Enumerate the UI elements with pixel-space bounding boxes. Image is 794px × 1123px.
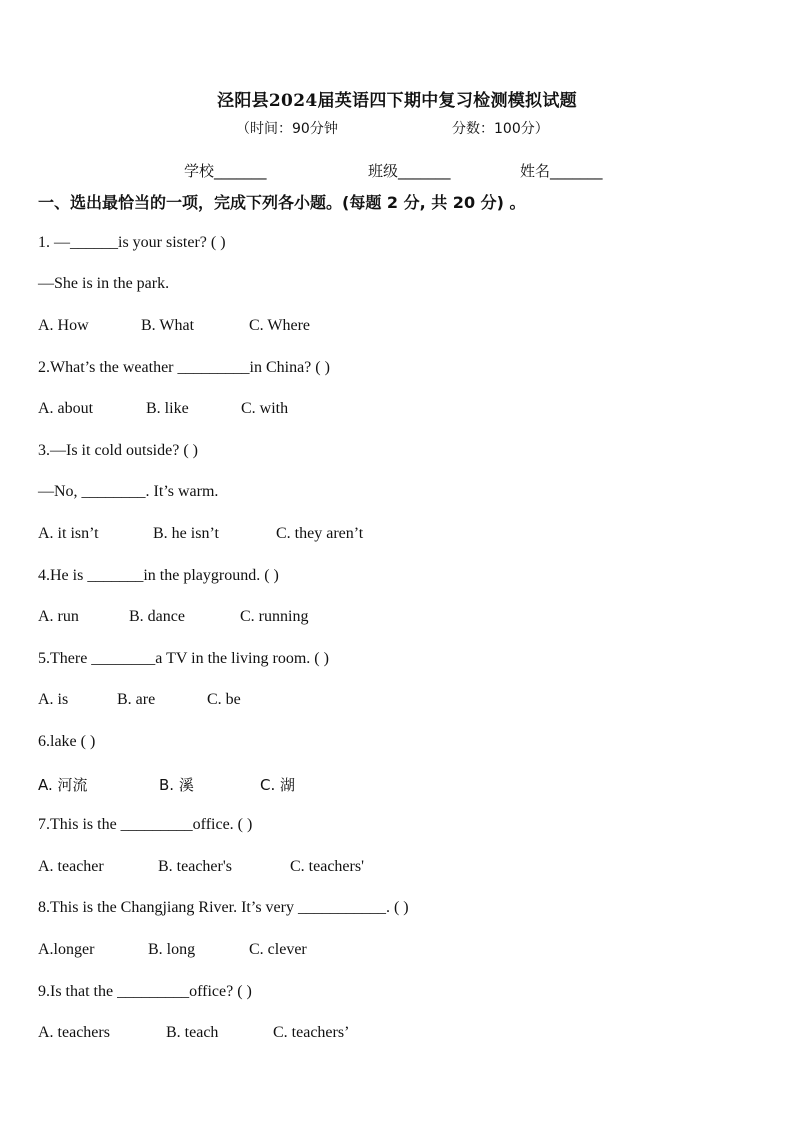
page-title: 泾阳县2024届英语四下期中复习检测模拟试题 [217,91,577,111]
option-b: B. long [148,941,196,958]
option-a: A. run [38,608,79,625]
option-b: B. What [141,317,195,334]
option-c: C. Where [249,317,311,334]
option-c: C. teachers’ [273,1024,350,1041]
question-options [38,525,363,543]
option-b: B. teach [166,1024,219,1041]
option-c: C. 湖 [260,776,296,794]
question-options [38,774,295,795]
question-stem: 1. —______is your sister? ( ) [38,234,226,251]
question-sub: —She is in the park. [38,275,170,292]
question-stem: 2.What’s the weather _________in China? ( ) [38,359,330,376]
option-c: C. with [241,400,289,417]
option-c: C. be [207,691,241,708]
option-a: A.longer [38,941,95,958]
question-options [38,941,307,959]
option-a: A. 河流 [38,776,88,794]
option-a: A. teacher [38,858,104,875]
option-c: C. running [240,608,309,625]
option-b: B. dance [129,608,185,625]
option-a: A. is [38,691,69,708]
question-sub: —No, ________. It’s warm. [38,483,219,500]
option-c: C. teachers' [290,858,364,875]
question-stem: 6.lake ( ) [38,733,96,750]
option-a: A. about [38,400,94,417]
class-field: 班级_______ [368,162,451,180]
question-options [38,858,364,876]
name-field: 姓名_______ [520,162,603,180]
option-c: C. they aren’t [276,525,364,542]
option-c: C. clever [249,941,307,958]
exam-time: （时间：90分钟 [236,121,338,137]
exam-meta [236,118,549,138]
question-options [38,608,308,626]
question-stem: 7.This is the _________office. ( ) [38,816,253,833]
question-options [38,1024,349,1042]
question-options [38,400,288,418]
option-a: A. teachers [38,1024,110,1041]
section-heading: 一、选出最恰当的一项，完成下列各小题。(每题 2 分, 共 20 分) 。 [38,193,526,212]
option-b: B. 溪 [159,776,194,794]
option-a: A. it isn’t [38,525,99,542]
question-stem: 3.—Is it cold outside? ( ) [38,442,198,459]
option-b: B. are [117,691,156,708]
question-stem: 8.This is the Changjiang River. It’s very ___________. ( ) [38,899,409,916]
question-options [38,691,241,709]
exam-score: 分数：100分） [452,121,549,137]
option-b: B. teacher's [158,858,232,875]
option-a: A. How [38,317,89,334]
question-stem: 5.There ________a TV in the living room. ( ) [38,650,329,667]
option-b: B. he isn’t [153,525,219,542]
question-stem: 4.He is _______in the playground. ( ) [38,567,279,584]
school-field: 学校_______ [184,162,267,180]
option-b: B. like [146,400,189,417]
question-options [38,317,310,335]
question-stem: 9.Is that the _________office? ( ) [38,983,252,1000]
